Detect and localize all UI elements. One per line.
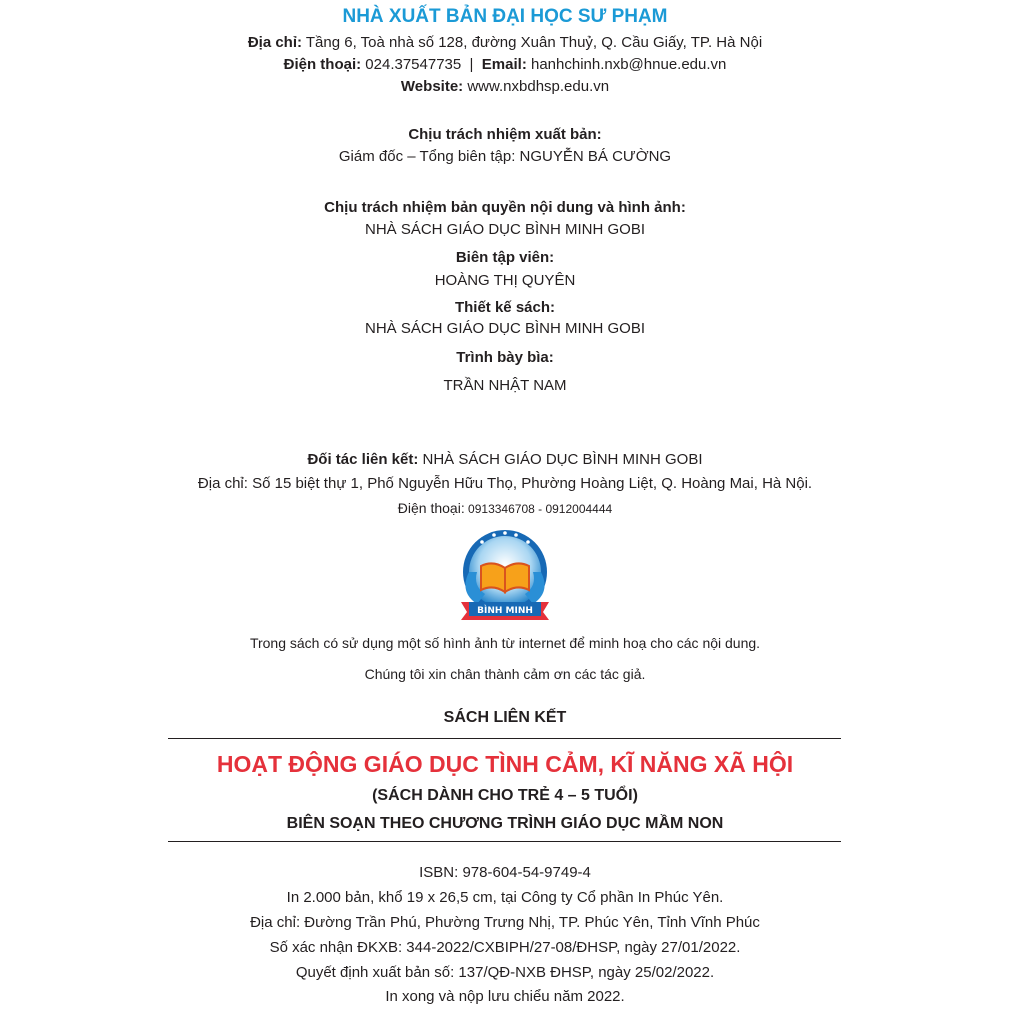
cover-value: TRẦN NHẬT NAM [443,377,567,394]
partner-line [0,451,1010,468]
registration-number: Số xác nhận ĐKXB: 344-2022/CXBIPH/27-08/ĐHSP, ngày 27/01/2022. [269,939,741,956]
partner-name: NHÀ SÁCH GIÁO DỤC BÌNH MINH GOBI [418,451,703,468]
publisher-address-label: Địa chỉ: [247,34,302,51]
logo-text: BÌNH MINH [477,606,533,616]
publisher-website [0,78,1010,95]
partner-label: Đối tác liên kết: [307,451,419,468]
binh-minh-logo [455,528,555,624]
divider-top [168,738,841,739]
logo-book-left [481,563,505,592]
print-copies: In 2.000 bản, khổ 19 x 26,5 cm, tại Công ty Cổ phần In Phúc Yên. [286,889,724,906]
publishing-decision: Quyết định xuất bản số: 137/QĐ-NXB ĐHSP, ngày 25/02/2022. [295,964,715,981]
publisher-website-value: www.nxbdhsp.edu.vn [463,78,610,95]
partner-address: Địa chỉ: Số 15 biệt thự 1, Phố Nguyễn Hữu Thọ, Phường Hoàng Liệt, Q. Hoàng Mai, Hà Nội. [197,475,813,492]
book-audience: (SÁCH DÀNH CHO TRẺ 4 – 5 TUỔI) [372,787,638,804]
copyright-label: Chịu trách nhiệm bản quyền nội dung và hình ảnh: [324,199,686,216]
design-value: NHÀ SÁCH GIÁO DỤC BÌNH MINH GOBI [364,320,646,337]
publisher-address-value: Tầng 6, Toà nhà số 128, đường Xuân Thuỷ, Q. Cầu Giấy, TP. Hà Nội [302,34,763,51]
publisher-phone-value: 024.37547735 | [361,56,482,73]
publisher-email-value: hanhchinh.nxb@hnue.edu.vn [526,56,727,73]
book-program: BIÊN SOẠN THEO CHƯƠNG TRÌNH GIÁO DỤC MẦM NON [286,815,724,832]
publisher-website-label: Website: [400,78,464,95]
partner-phone [0,500,1010,518]
design-label: Thiết kế sách: [454,299,556,316]
editor-label: Biên tập viên: [455,249,555,266]
publisher-email-label: Email: [481,56,527,73]
book-title: HOẠT ĐỘNG GIÁO DỤC TÌNH CẢM, KĨ NĂNG XÃ HỘI [216,751,794,777]
series-label: SÁCH LIÊN KẾT [443,709,567,726]
publisher-address [0,34,1010,51]
partner-phone-value: 0913346708 - 0912004444 [464,502,613,516]
responsible-value: Giám đốc – Tổng biên tập: NGUYỄN BÁ CƯỜNG [338,148,672,165]
printer-address: Địa chỉ: Đường Trần Phú, Phường Trưng Nhị, TP. Phúc Yên, Tỉnh Vĩnh Phúc [250,914,760,931]
editor-value: HOÀNG THỊ QUYÊN [434,272,576,289]
images-note: Trong sách có sử dụng một số hình ảnh từ internet để minh hoạ cho các nội dung. [249,635,761,651]
publisher-contact [0,56,1010,73]
partner-phone-label: Điện thoại: [397,500,465,516]
copyright-value: NHÀ SÁCH GIÁO DỤC BÌNH MINH GOBI [364,221,646,238]
responsible-label: Chịu trách nhiệm xuất bản: [408,126,602,143]
cover-label: Trình bày bìa: [456,349,554,366]
logo-book-right [505,563,529,592]
thanks-note: Chúng tôi xin chân thành cảm ơn các tác giả. [364,666,646,682]
publisher-phone-label: Điện thoại: [283,56,362,73]
completion-note: In xong và nộp lưu chiểu năm 2022. [385,988,625,1005]
divider-bottom [168,841,841,842]
isbn: ISBN: 978-604-54-9749-4 [419,864,591,881]
publisher-name: NHÀ XUẤT BẢN ĐẠI HỌC SƯ PHẠM [342,6,668,27]
